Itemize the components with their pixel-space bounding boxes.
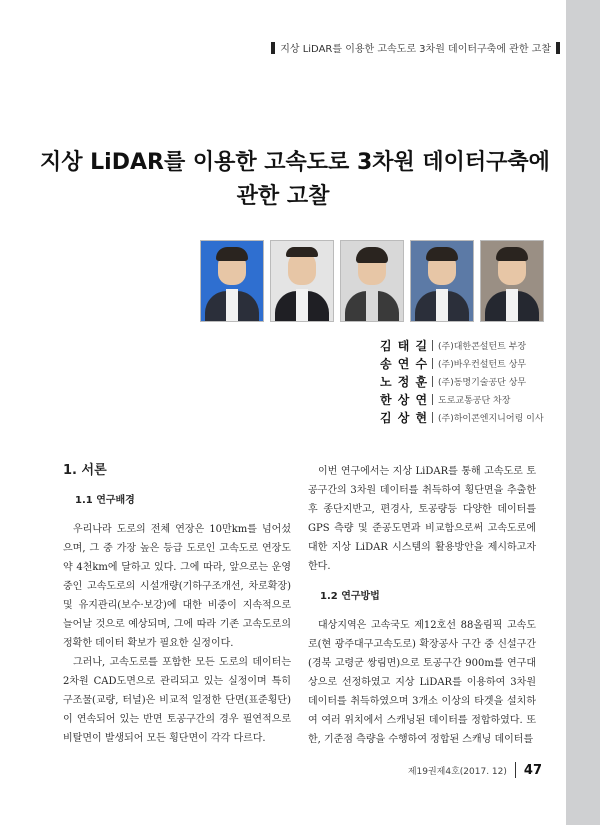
author-divider — [432, 358, 433, 369]
author-photo-3 — [340, 240, 404, 322]
author-photo-4 — [410, 240, 474, 322]
author-affiliation: 도로교통공단 차장 — [438, 395, 511, 406]
left-column — [63, 462, 291, 748]
author-name: 노 정 훈 — [380, 374, 429, 389]
author-divider — [432, 412, 433, 423]
author-photos — [200, 240, 544, 322]
subsection-heading: 1.1 연구배경 — [75, 495, 135, 506]
right-column — [308, 462, 536, 749]
footer-divider — [515, 762, 516, 778]
article-title — [40, 146, 550, 214]
author-name: 김 태 길 — [380, 338, 429, 353]
running-header — [271, 40, 560, 55]
body-paragraph: 그러나, 고속도로를 포함한 모든 도로의 데이터는 2차원 CAD도면으로 관리되고 있는 실정이며 특히 구조물(교량, 터널)은 비교적 일정한 단면(표준횡단)이 연속되어 있는 반면 토공구간의 경우 필연적으로 비탈면이 발생되어 모든 횡단면이 각각 다르다. — [63, 657, 291, 744]
side-strip — [566, 0, 600, 825]
author-affiliation: (주)바우컨설턴트 상무 — [438, 359, 527, 370]
author-divider — [432, 376, 433, 387]
author-entry — [380, 354, 544, 372]
header-bar-right — [556, 42, 560, 54]
author-name: 김 상 현 — [380, 410, 429, 425]
header-bar-left — [271, 42, 275, 54]
author-list — [380, 336, 544, 426]
author-affiliation: (주)동명기술공단 상무 — [438, 377, 527, 388]
title-line-2: 관한 고찰 — [236, 184, 330, 209]
running-header-text: 지상 LiDAR를 이용한 고속도로 3차원 데이터구축에 관한 고찰 — [280, 44, 551, 55]
author-name: 한 상 연 — [380, 392, 429, 407]
body-paragraph: 이번 연구에서는 지상 LiDAR를 통해 고속도로 토공구간의 3차원 데이터를 취득하여 횡단면을 추출한 후 종단지반고, 편경사, 토공량등 다양한 데이터를 GPS 측량 및 준공도면과 비교함으로써 고속도로에 대한 지상 LiDAR 시스템의 활용방안을 제시하고자 한다. — [308, 466, 536, 572]
author-divider — [432, 340, 433, 351]
author-affiliation: (주)하이콘엔지니어링 이사 — [438, 413, 544, 424]
issue-info: 제19권제4호(2017. 12) — [407, 766, 507, 777]
author-photo-5 — [480, 240, 544, 322]
subsection-heading: 1.2 연구방법 — [320, 591, 380, 602]
page-number: 47 — [523, 762, 542, 778]
author-divider — [432, 394, 433, 405]
author-photo-2 — [270, 240, 334, 322]
author-name: 송 연 수 — [380, 356, 429, 371]
section-heading: 1. 서론 — [63, 463, 107, 478]
author-entry — [380, 372, 544, 390]
author-entry — [380, 408, 544, 426]
title-line-1: 지상 LiDAR를 이용한 고속도로 3차원 데이터구축에 — [40, 150, 550, 175]
author-photo-1 — [200, 240, 264, 322]
author-entry — [380, 390, 544, 408]
page-footer — [408, 762, 542, 778]
author-affiliation: (주)대한콘설턴트 부장 — [438, 341, 527, 352]
author-entry — [380, 336, 544, 354]
body-paragraph: 우리나라 도로의 전체 연장은 10만km를 넘어섰으며, 그 중 가장 높은 등급 도로인 고속도로 연장도 약 4천km에 달하고 있다. 그에 따라, 앞으로는 운영중인 고속도로의 시설개량(기하구조개선, 차로확장) 및 유지관리(보수·보강)에 대한 비중이 지속적으로 늘어날 것으로 예상되며, 그에 따라 기존 고속도로의 정확한 데이터 확보가 필요한 실정이다. — [63, 524, 291, 649]
body-paragraph: 대상지역은 고속국도 제12호선 88올림픽 고속도로(현 광주대구고속도로) 확장공사 구간 중 신설구간(경북 고령군 쌍림면)으로 토공구간 900m를 연구대상으로 선정하였고 지상 LiDAR를 이용하여 3차원 데이터를 취득하였으며 3개소 이상의 타겟을 설치하여 여러 위치에서 스캐닝된 데이터를 정합하였다. 또한, 기준점 측량을 수행하여 정합된 스캐닝 데이터를 — [308, 620, 536, 745]
